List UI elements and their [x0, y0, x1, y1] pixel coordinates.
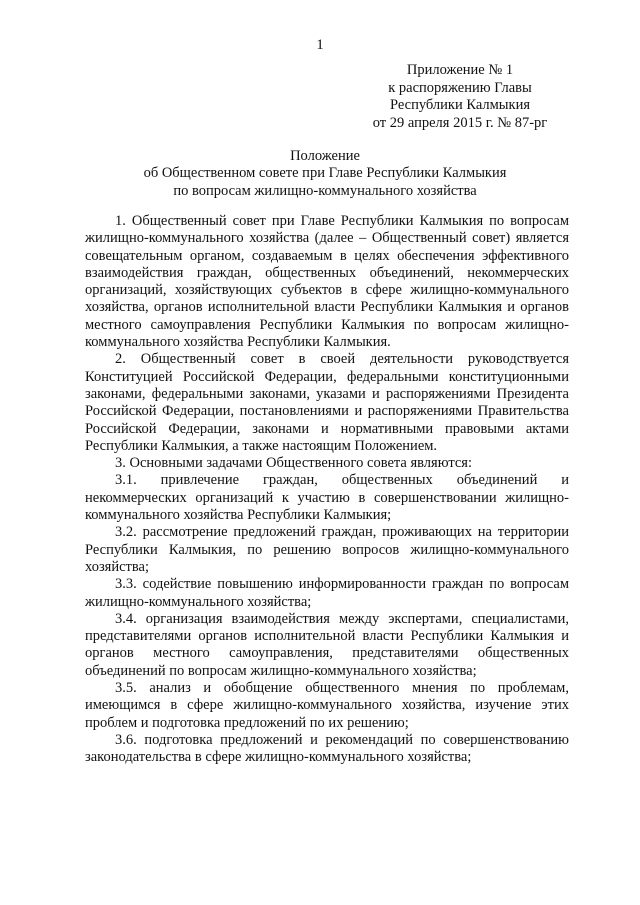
appendix-line: Приложение № 1	[406, 62, 514, 78]
paragraph-3-3: 3.3. содействие повышению информированности граждан по вопросам жилищно-коммунального хозяйства;	[85, 576, 569, 610]
document-title	[80, 148, 570, 200]
appendix-header	[340, 62, 580, 132]
appendix-line: к распоряжению Главы	[388, 79, 532, 96]
title-line: Положение	[290, 148, 360, 164]
appendix-line: от 29 апреля 2015 г. № 87-рг	[372, 114, 548, 131]
paragraph-1: 1. Общественный совет при Главе Республики Калмыкия по вопросам жилищно-коммунального хозяйства (далее – Общественный совет) является совещательным органом, создаваемым в целях обеспечения эффективного взаимодействия граждан, общественных объединений, некоммерческих организаций, хозяйствующих субъектов в сфере жилищно-коммунального хозяйства, органов исполнительной власти Республики Калмыкия и органов местного самоуправления Республики Калмыкия по вопросам жилищно-коммунального хозяйства Республики Калмыкия.	[85, 213, 569, 351]
paragraph-3-2: 3.2. рассмотрение предложений граждан, проживающих на территории Республики Калмыкия, по решению вопросов жилищно-коммунального хозяйства;	[85, 524, 569, 575]
paragraph-3: 3. Основными задачами Общественного совета являются:	[115, 455, 472, 472]
appendix-line: Республики Калмыкия	[389, 97, 531, 113]
document-body	[85, 213, 569, 767]
paragraph-3-1: 3.1. привлечение граждан, общественных объединений и некоммерческих организаций к участию в совершенствовании жилищно-коммунального хозяйства Республики Калмыкия;	[85, 472, 569, 524]
title-line: об Общественном совете при Главе Республики Калмыкия	[143, 165, 507, 182]
paragraph-3-5: 3.5. анализ и обобщение общественного мнения по проблемам, имеющимся в сфере жилищно-коммунального хозяйства, изучение этих проблем и подготовка предложений по их решению;	[85, 680, 569, 731]
paragraph-2: 2. Общественный совет в своей деятельности руководствуется Конституцией Российской Федерации, федеральными конституционными законами, федеральными законами, указами и распоряжениями Президента Российской Федерации, постановлениями и распоряжениями Правительства Российской Федерации, законами и нормативными правовыми актами Республики Калмыкия, а также настоящим Положением.	[85, 351, 569, 454]
paragraph-3-4: 3.4. организация взаимодействия между экспертами, специалистами, представителями органов исполнительной власти Республики Калмыкия и органов местного самоуправления, представителями общественных объединений по вопросам жилищно-коммунального хозяйства;	[85, 610, 569, 679]
paragraph-3-6: 3.6. подготовка предложений и рекомендаций по совершенствованию законодательства в сфере жилищно-коммунального хозяйства;	[85, 731, 569, 766]
title-line: по вопросам жилищно-коммунального хозяйства	[173, 182, 477, 199]
page-number: 1	[316, 37, 324, 53]
